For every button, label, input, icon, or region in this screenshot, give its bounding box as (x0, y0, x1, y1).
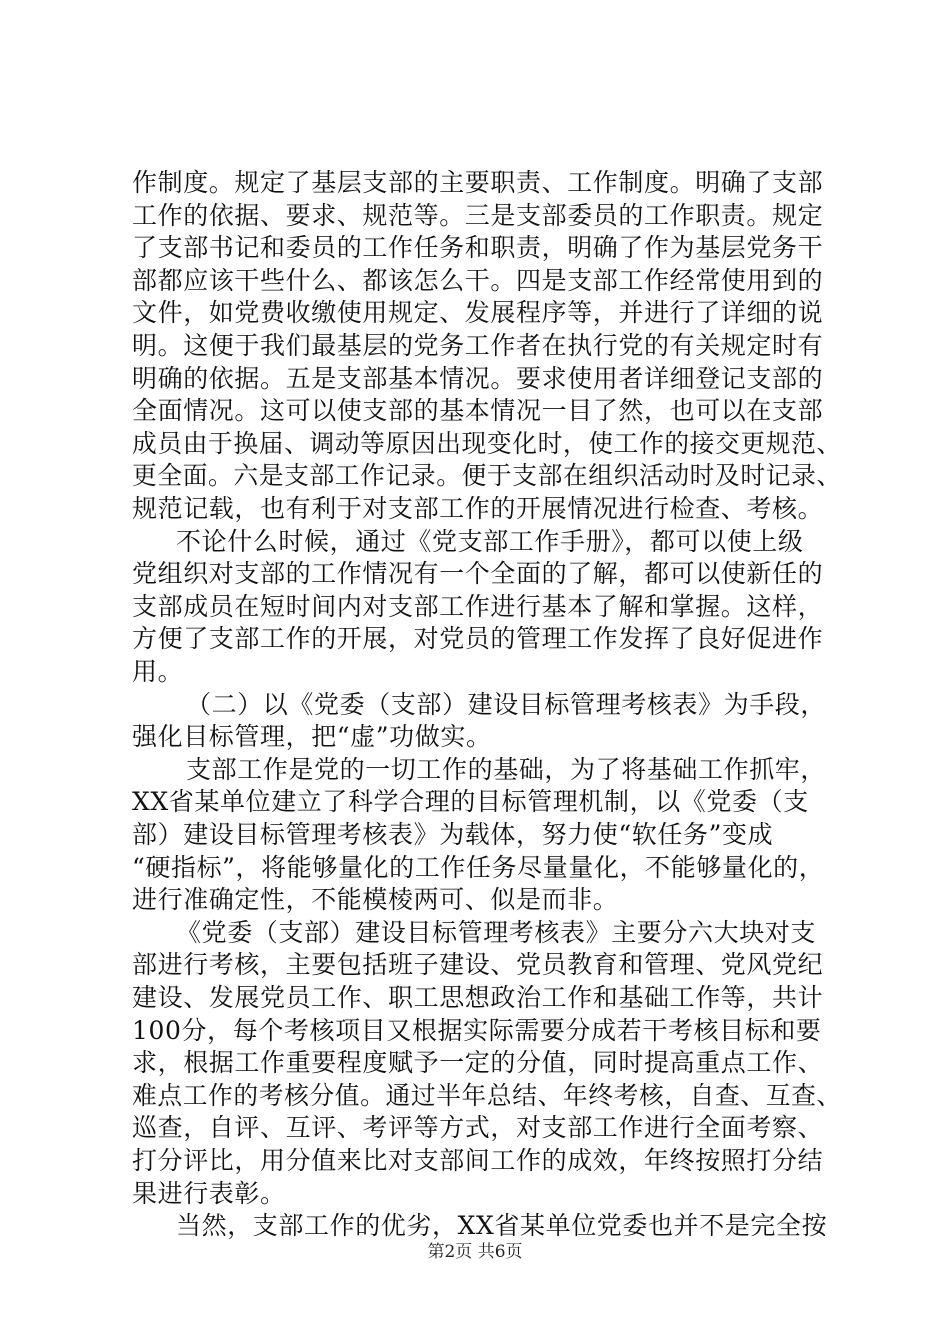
text-line-4: 部都应该干些什么、都该怎么干。四是支部工作经常使用到的 (132, 265, 824, 295)
text-line-16: 用。 (132, 657, 184, 686)
text-line-5: 文件，如党费收缴使用规定、发展程序等，并进行了详细的说 (132, 298, 824, 328)
text-line-10: 更全面。六是支部工作记录。便于支部在组织活动时及时记录、 (132, 461, 842, 491)
text-line-3: 了支部书记和委员的工作任务和职责，明确了作为基层党务干 (132, 233, 824, 263)
text-line-7: 明确的依据。五是支部基本情况。要求使用者详细登记支部的 (132, 363, 824, 393)
text-line-11: 规范记载，也有利于对支部工作的开展情况进行检查、考核。 (132, 494, 824, 523)
text-line-29: 难点工作的考核分值。通过半年总结、年终考核，自查、互查、 (132, 1080, 842, 1110)
text-line-31: 打分评比，用分值来比对支部间工作的成效，年终按照打分结 (132, 1146, 824, 1175)
text-line-28: 求，根据工作重要程度赋予一定的分值，同时提高重点工作、 (132, 1048, 824, 1078)
paragraph-start-line: 支部工作是党的一切工作的基础，为了将基础工作抓牢， (186, 754, 827, 784)
text-line-30: 巡查，自评、互评、考评等方式，对支部工作进行全面考察、 (132, 1113, 824, 1143)
text-line-9: 成员由于换届、调动等原因出现变化时，使工作的接交更规范、 (132, 428, 842, 458)
text-line-22: “硬指标”，将能够量化的工作任务尽量量化，不能够量化的， (132, 852, 825, 882)
paragraph-start-line: 不论什么时候，通过《党支部工作手册》，都可以使上级 (176, 526, 804, 556)
page-footer: 第2页 共6页 (427, 1242, 523, 1262)
text-line-25: 部进行考核，主要包括班子建设、党员教育和管理、党风党纪 (132, 950, 824, 980)
paragraph-start-line: 《党委（支部）建设目标管理考核表》主要分六大块对支 (176, 917, 817, 947)
text-line-20: XX省某单位建立了科学合理的目标管理机制，以《党委（支 (132, 787, 809, 817)
text-line-32: 果进行表彰。 (132, 1178, 286, 1208)
section-heading-line-2: 强化目标管理，把“虚”功做实。 (132, 722, 492, 752)
text-line-26: 建设、发展党员工作、职工思想政治工作和基础工作等，共计 (132, 983, 824, 1012)
text-line-21: 部）建设目标管理考核表》为载体，努力使“软任务”变成 (132, 820, 774, 849)
text-line-6: 明。这便于我们最基层的党务工作者在执行党的有关规定时有 (132, 331, 824, 360)
text-line-2: 工作的依据、要求、规范等。三是支部委员的工作职责。规定 (132, 200, 824, 230)
text-line-13: 党组织对支部的工作情况有一个全面的了解，都可以使新任的 (132, 559, 824, 589)
text-line-23: 进行准确定性，不能模棱两可、似是而非。 (132, 885, 619, 915)
text-line-8: 全面情况。这可以使支部的基本情况一目了然，也可以在支部 (132, 396, 824, 426)
text-line-1: 作制度。规定了基层支部的主要职责、工作制度。明确了支部 (132, 168, 824, 197)
text-line-15: 方便了支部工作的开展，对党员的管理工作发挥了良好促进作 (132, 624, 824, 654)
section-heading-line-1: （二）以《党委（支部）建设目标管理考核表》为手段， (186, 689, 827, 719)
paragraph-start-line: 当然，支部工作的优劣，XX省某单位党委也并不是完全按 (176, 1211, 828, 1241)
text-line-14: 支部成员在短时间内对支部工作进行基本了解和掌握。这样， (132, 591, 824, 621)
text-line-27: 100分，每个考核项目又根据实际需要分成若干考核目标和要 (132, 1015, 822, 1045)
